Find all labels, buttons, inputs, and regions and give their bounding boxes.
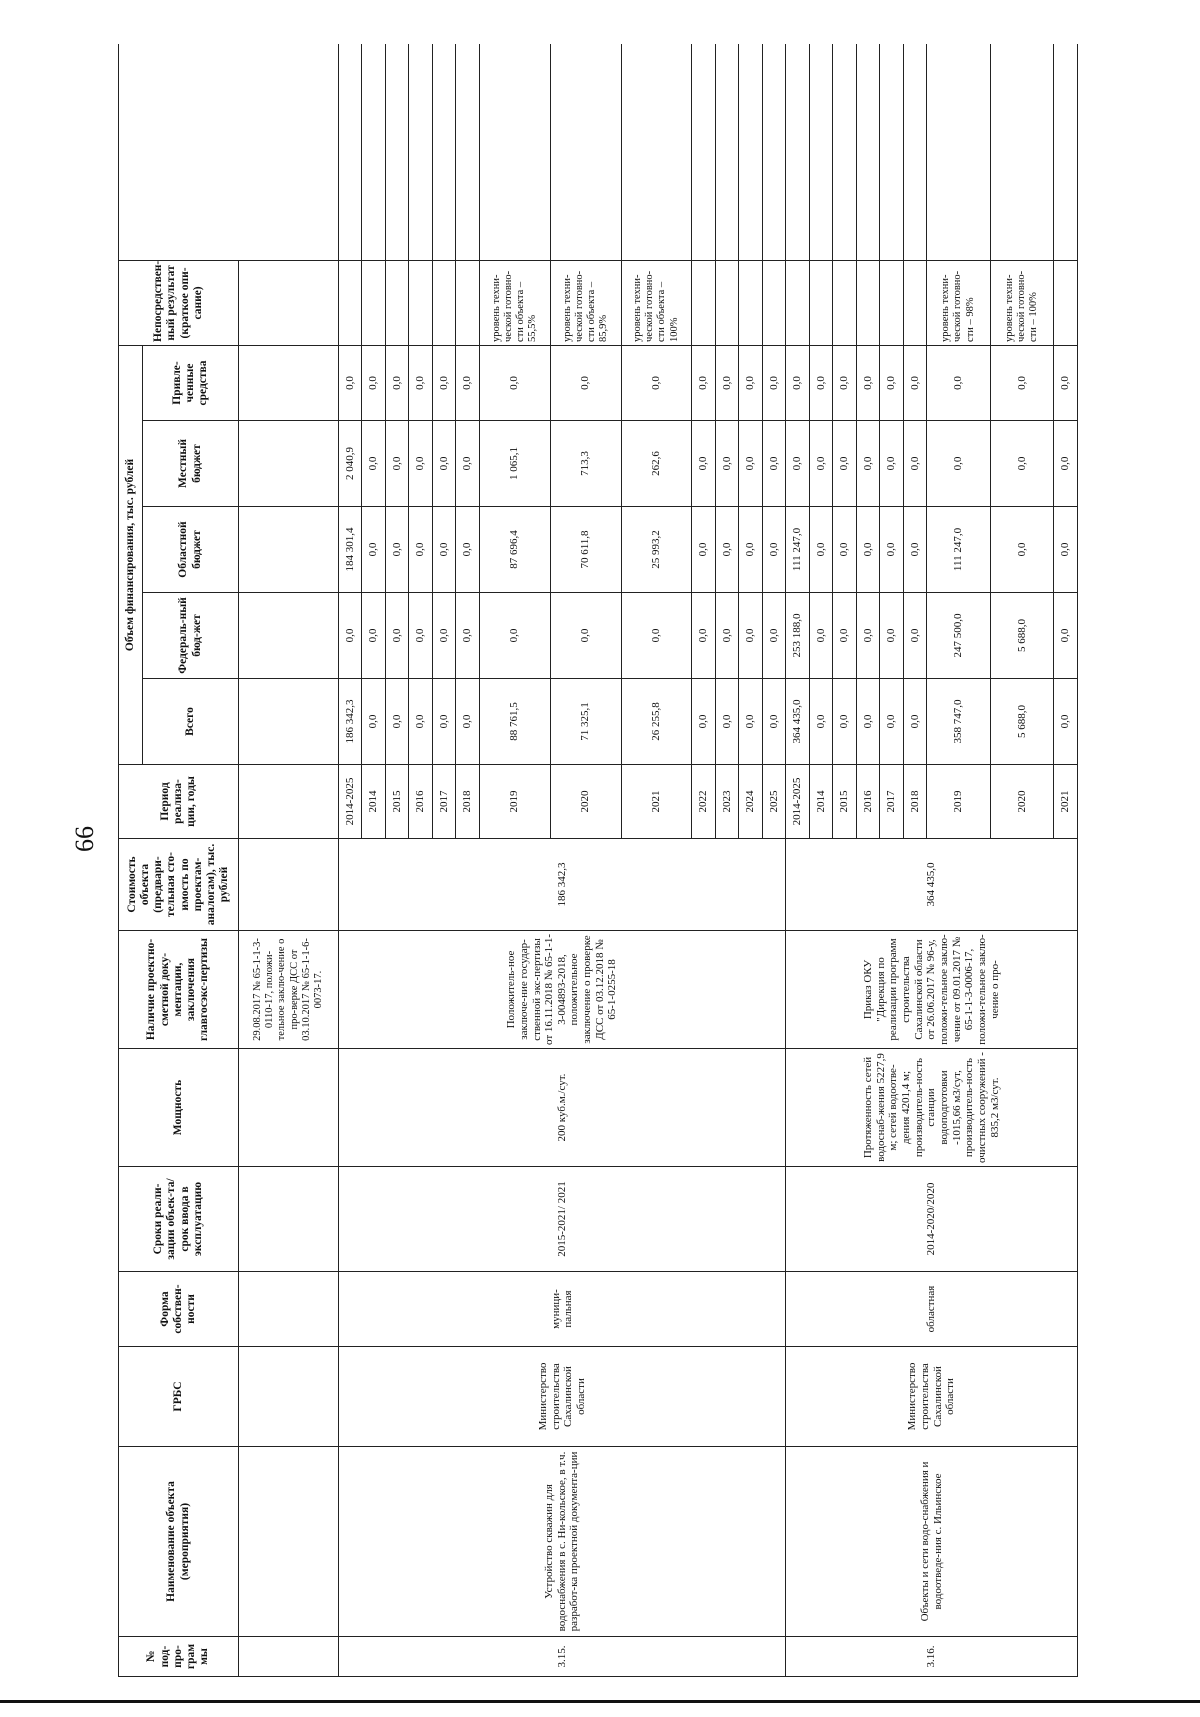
period-cell: 2018 (903, 765, 926, 839)
blank-cell (856, 44, 879, 260)
period-cell: 2015 (833, 765, 856, 839)
period-cell: 2021 (621, 765, 692, 839)
local-cell: 0,0 (739, 421, 762, 507)
federal-cell: 0,0 (479, 593, 550, 679)
result-cell (833, 260, 856, 345)
total-cell: 186 342,3 (339, 679, 362, 765)
blank-cell (432, 44, 455, 260)
period-cell: 2024 (739, 765, 762, 839)
attracted-cell: 0,0 (362, 345, 385, 420)
blank-cell (739, 44, 762, 260)
header-terms: Сроки реали-зации объек-та/срок ввода в эксплуатацию (119, 1167, 239, 1272)
local-cell: 0,0 (1054, 421, 1078, 507)
total-cell: 0,0 (762, 679, 785, 765)
local-cell: 0,0 (927, 421, 991, 507)
regional-cell: 25 993,2 (621, 507, 692, 593)
local-cell: 0,0 (809, 421, 832, 507)
total-cell: 5 688,0 (990, 679, 1054, 765)
blank-cell (456, 44, 479, 260)
header-grbs: ГРБС (119, 1347, 239, 1447)
regional-cell: 111 247,0 (927, 507, 991, 593)
object-terms: 2015-2021/ 2021 (339, 1167, 786, 1272)
blank-cell (550, 44, 621, 260)
federal-cell: 0,0 (880, 593, 903, 679)
blank-cell (1054, 44, 1078, 260)
local-cell: 0,0 (786, 421, 809, 507)
local-cell: 262,6 (621, 421, 692, 507)
local-cell: 0,0 (432, 421, 455, 507)
period-cell: 2016 (409, 765, 432, 839)
blank-cell (339, 44, 362, 260)
period-cell: 2016 (856, 765, 879, 839)
period-cell: 2015 (385, 765, 408, 839)
result-cell: уровень техни-ческой готовно-сти объекта – 55,5% (479, 260, 550, 345)
page-bottom-rule (0, 1700, 1200, 1703)
period-cell: 2017 (880, 765, 903, 839)
table-body (339, 44, 1078, 1676)
total-cell: 0,0 (739, 679, 762, 765)
header-docs: Наличие проектно-сметной доку-ментации, заключения главгосэкс-пертизы (119, 931, 239, 1049)
regional-cell: 0,0 (1054, 507, 1078, 593)
period-cell: 2022 (692, 765, 715, 839)
local-cell: 0,0 (990, 421, 1054, 507)
object-ownership: муници-пальная (339, 1272, 786, 1347)
attracted-cell: 0,0 (385, 345, 408, 420)
object-docs: Приказ ОКУ "Дирекция по реализации программ строительства Сахалинской области от 26.06.2017 № 96-у, положи-тельное заклю-чение от 09.01.2017 № 65-1-1-3-0006-17, положи-тельное заклю-чение о про- (786, 931, 1078, 1049)
top-cell (239, 421, 339, 507)
total-cell: 0,0 (409, 679, 432, 765)
page-number: 66 (70, 826, 99, 852)
period-cell: 2014-2025 (786, 765, 809, 839)
object-grbs: Министерство строительства Сахалинской области (786, 1347, 1078, 1447)
top-cell (239, 1167, 339, 1272)
object-grbs: Министерство строительства Сахалинской области (339, 1347, 786, 1447)
blank-cell (927, 44, 991, 260)
federal-cell: 0,0 (739, 593, 762, 679)
result-cell (762, 260, 785, 345)
header-ownership: Форма собствен-ности (119, 1272, 239, 1347)
attracted-cell: 0,0 (339, 345, 362, 420)
regional-cell: 0,0 (385, 507, 408, 593)
local-cell: 0,0 (833, 421, 856, 507)
blank-cell (809, 44, 832, 260)
federal-cell: 253 188,0 (786, 593, 809, 679)
federal-cell: 0,0 (715, 593, 738, 679)
object-cost: 186 342,3 (339, 839, 786, 931)
attracted-cell: 0,0 (786, 345, 809, 420)
local-cell: 0,0 (880, 421, 903, 507)
total-cell: 0,0 (1054, 679, 1078, 765)
local-cell: 1 065,1 (479, 421, 550, 507)
period-cell: 2019 (479, 765, 550, 839)
period-cell: 2023 (715, 765, 738, 839)
period-cell: 2020 (550, 765, 621, 839)
blank-cell (715, 44, 738, 260)
federal-cell: 0,0 (903, 593, 926, 679)
object-capacity: 200 куб.м./сут. (339, 1049, 786, 1167)
result-cell (786, 260, 809, 345)
total-cell: 0,0 (880, 679, 903, 765)
attracted-cell: 0,0 (621, 345, 692, 420)
result-cell: уровень техни-ческой готовно-сти – 100% (990, 260, 1054, 345)
regional-cell: 0,0 (739, 507, 762, 593)
attracted-cell: 0,0 (880, 345, 903, 420)
header-no: № под-про-грам мы (119, 1637, 239, 1677)
local-cell: 0,0 (456, 421, 479, 507)
blank-cell (903, 44, 926, 260)
federal-cell: 5 688,0 (990, 593, 1054, 679)
federal-cell: 0,0 (621, 593, 692, 679)
object-ownership: областная (786, 1272, 1078, 1347)
federal-cell: 0,0 (692, 593, 715, 679)
attracted-cell: 0,0 (715, 345, 738, 420)
period-cell: 2014-2025 (339, 765, 362, 839)
regional-cell: 0,0 (762, 507, 785, 593)
attracted-cell: 0,0 (856, 345, 879, 420)
blank-cell (990, 44, 1054, 260)
total-cell: 358 747,0 (927, 679, 991, 765)
header-capacity: Мощность (119, 1049, 239, 1167)
attracted-cell: 0,0 (692, 345, 715, 420)
total-cell: 0,0 (692, 679, 715, 765)
result-cell (809, 260, 832, 345)
attracted-cell: 0,0 (809, 345, 832, 420)
total-cell: 0,0 (456, 679, 479, 765)
object-terms: 2014-2020/2020 (786, 1167, 1078, 1272)
federal-cell: 0,0 (762, 593, 785, 679)
local-cell: 713,3 (550, 421, 621, 507)
total-cell: 0,0 (715, 679, 738, 765)
financing-table (118, 44, 1078, 1677)
local-cell: 0,0 (903, 421, 926, 507)
local-cell: 0,0 (762, 421, 785, 507)
top-cell (239, 1637, 339, 1677)
blank-cell (479, 44, 550, 260)
attracted-cell: 0,0 (990, 345, 1054, 420)
local-cell: 0,0 (856, 421, 879, 507)
regional-cell: 0,0 (856, 507, 879, 593)
header-regional: Областной бюджет (143, 507, 239, 593)
header-name: Наименование объекта (мероприятия) (119, 1447, 239, 1637)
top-cell (239, 1272, 339, 1347)
federal-cell: 0,0 (456, 593, 479, 679)
blank-cell (833, 44, 856, 260)
blank-cell (409, 44, 432, 260)
regional-cell: 0,0 (903, 507, 926, 593)
federal-cell: 0,0 (385, 593, 408, 679)
result-cell (1054, 260, 1078, 345)
result-cell: уровень техни-ческой готовно-сти объекта – 85,9% (550, 260, 621, 345)
result-cell: уровень техни-ческой готовно-сти объекта – 100% (621, 260, 692, 345)
header-cost: Стоимость объекта (предвари-тельная сто-имость по проектам-аналогам), тыс. рублей (119, 839, 239, 931)
regional-cell: 0,0 (432, 507, 455, 593)
attracted-cell: 0,0 (432, 345, 455, 420)
header-period: Период реализа-ции, годы (119, 765, 239, 839)
local-cell: 0,0 (385, 421, 408, 507)
header-financing: Объем финансирования, тыс. рублей (119, 345, 143, 764)
result-cell (903, 260, 926, 345)
attracted-cell: 0,0 (550, 345, 621, 420)
regional-cell: 0,0 (715, 507, 738, 593)
object-name: Объекты и сети водо-снабжения и водоотведе-ния с. Ильинское (786, 1447, 1078, 1637)
total-cell: 88 761,5 (479, 679, 550, 765)
period-cell: 2014 (362, 765, 385, 839)
attracted-cell: 0,0 (409, 345, 432, 420)
table-row (339, 44, 362, 1676)
attracted-cell: 0,0 (903, 345, 926, 420)
total-cell: 0,0 (432, 679, 455, 765)
header-attracted: Привле-ченные средства (143, 345, 239, 420)
regional-cell: 0,0 (809, 507, 832, 593)
result-cell (692, 260, 715, 345)
period-cell: 2021 (1054, 765, 1078, 839)
top-cell (239, 260, 339, 345)
period-cell: 2017 (432, 765, 455, 839)
local-cell: 0,0 (692, 421, 715, 507)
total-cell: 0,0 (362, 679, 385, 765)
regional-cell: 0,0 (880, 507, 903, 593)
regional-cell: 111 247,0 (786, 507, 809, 593)
result-cell (432, 260, 455, 345)
local-cell: 0,0 (715, 421, 738, 507)
federal-cell: 0,0 (856, 593, 879, 679)
federal-cell: 247 500,0 (927, 593, 991, 679)
result-cell: уровень техни-ческой готовно-сти – 98% (927, 260, 991, 345)
total-cell: 0,0 (809, 679, 832, 765)
period-cell: 2025 (762, 765, 785, 839)
top-cell (239, 1447, 339, 1637)
attracted-cell: 0,0 (456, 345, 479, 420)
result-cell (880, 260, 903, 345)
total-cell: 71 325,1 (550, 679, 621, 765)
header-blank (119, 44, 339, 260)
attracted-cell: 0,0 (1054, 345, 1078, 420)
regional-cell: 184 301,4 (339, 507, 362, 593)
blank-cell (762, 44, 785, 260)
top-cell (239, 765, 339, 839)
total-cell: 0,0 (833, 679, 856, 765)
regional-cell: 0,0 (990, 507, 1054, 593)
period-cell: 2019 (927, 765, 991, 839)
total-cell: 26 255,8 (621, 679, 692, 765)
blank-cell (362, 44, 385, 260)
attracted-cell: 0,0 (762, 345, 785, 420)
header-local: Местный бюджет (143, 421, 239, 507)
regional-cell: 0,0 (362, 507, 385, 593)
attracted-cell: 0,0 (927, 345, 991, 420)
table-row (786, 44, 809, 1676)
regional-cell: 70 611,8 (550, 507, 621, 593)
top-cell (239, 679, 339, 765)
regional-cell: 0,0 (833, 507, 856, 593)
federal-cell: 0,0 (339, 593, 362, 679)
top-cell (239, 839, 339, 931)
header-result: Непосредствен-ный результат (краткое опи-сание) (119, 260, 239, 345)
object-docs: Положитель-ное заключе-ние государ-ственной экс-пертизы от 16.11.2018 № 65-1-1-3-004893-2018, положительное заключение о проверке ДСС от 03.12.2018 № 65-1-0255-18 (339, 931, 786, 1049)
period-cell: 2018 (456, 765, 479, 839)
federal-cell: 0,0 (809, 593, 832, 679)
regional-cell: 0,0 (409, 507, 432, 593)
result-cell (856, 260, 879, 345)
regional-cell: 0,0 (692, 507, 715, 593)
top-cell (239, 507, 339, 593)
period-cell: 2020 (990, 765, 1054, 839)
regional-cell: 0,0 (456, 507, 479, 593)
result-cell (409, 260, 432, 345)
attracted-cell: 0,0 (833, 345, 856, 420)
total-cell: 0,0 (856, 679, 879, 765)
result-cell (339, 260, 362, 345)
total-cell: 0,0 (385, 679, 408, 765)
total-cell: 364 435,0 (786, 679, 809, 765)
result-cell (385, 260, 408, 345)
result-cell (362, 260, 385, 345)
federal-cell: 0,0 (1054, 593, 1078, 679)
federal-cell: 0,0 (833, 593, 856, 679)
object-name: Устройство скважин для водоснабжения в с. Ни-кольское, в т.ч. разработ-ка проектной документа-ции (339, 1447, 786, 1637)
rotated-table-wrapper (118, 45, 1078, 1677)
federal-cell: 0,0 (409, 593, 432, 679)
top-cell (239, 593, 339, 679)
object-number: 3.16. (786, 1637, 1078, 1677)
federal-cell: 0,0 (550, 593, 621, 679)
federal-cell: 0,0 (432, 593, 455, 679)
period-cell: 2014 (809, 765, 832, 839)
result-cell (456, 260, 479, 345)
federal-cell: 0,0 (362, 593, 385, 679)
object-cost: 364 435,0 (786, 839, 1078, 931)
object-number: 3.15. (339, 1637, 786, 1677)
regional-cell: 87 696,4 (479, 507, 550, 593)
object-capacity: Протяженность сетей водоснаб-жения 5227,9 м; сетей водоотве-дения 4201,4 м; производитель-ность станции водоподготовки -1015,66 м3/сут, производитель-ность очистных сооружений - 835,2 м3/сут. (786, 1049, 1078, 1167)
result-cell (739, 260, 762, 345)
top-cell (239, 1347, 339, 1447)
header-federal: Федераль-ный бюд-жет (143, 593, 239, 679)
attracted-cell: 0,0 (739, 345, 762, 420)
top-cell (239, 345, 339, 420)
local-cell: 0,0 (409, 421, 432, 507)
total-cell: 0,0 (903, 679, 926, 765)
header-total: Всего (143, 679, 239, 765)
blank-cell (692, 44, 715, 260)
blank-cell (385, 44, 408, 260)
blank-cell (786, 44, 809, 260)
attracted-cell: 0,0 (479, 345, 550, 420)
blank-cell (621, 44, 692, 260)
result-cell (715, 260, 738, 345)
top-cell (239, 1049, 339, 1167)
local-cell: 0,0 (362, 421, 385, 507)
top-docs: 29.08.2017 № 65-1-1-3-0110-17, положи-тельное заклю-чение о про-верке ДСС от 03.10.2017 № 65-1-1-6-0073-17. (239, 931, 339, 1049)
local-cell: 2 040,9 (339, 421, 362, 507)
blank-cell (880, 44, 903, 260)
